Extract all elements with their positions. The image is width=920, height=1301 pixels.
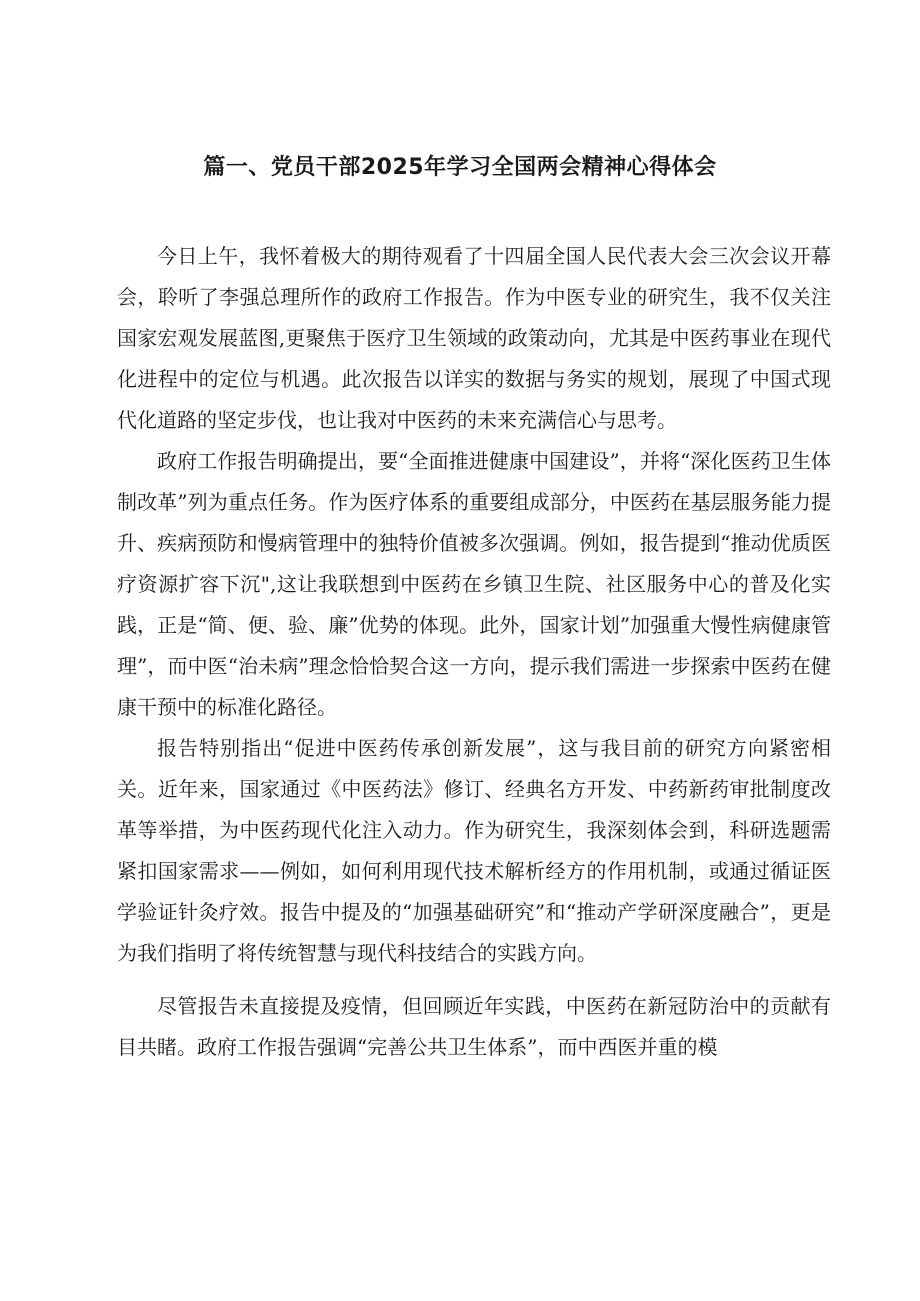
paragraph-4: 尽管报告未直接提及疫情，但回顾近年实践，中医药在新冠防治中的贡献有目共睹。政府工作报告强调“完善公共卫生体系”，而中西医并重的模 xyxy=(117,994,831,1059)
document-title: 篇一、党员干部2025年学习全国两会精神心得体会 xyxy=(203,155,717,180)
document-body xyxy=(117,236,831,1068)
paragraph-1: 今日上午，我怀着极大的期待观看了十四届全国人民代表大会三次会议开幕会，聆听了李强总理所作的政府工作报告。作为中医专业的研究生，我不仅关注国家宏观发展蓝图,更聚焦于医疗卫生领域的政策动向，尤其是中医药事业在现代化进程中的定位与机遇。此次报告以详实的数据与务实的规划，展现了中国式现代化道路的坚定步伐，也让我对中医药的未来充满信心与思考。 xyxy=(117,244,831,432)
paragraph-2: 政府工作报告明确提出，要“全面推进健康中国建设”，并将“深化医药卫生体制改革”列为重点任务。作为医疗体系的重要组成部分，中医药在基层服务能力提升、疾病预防和慢病管理中的独特价值被多次强调。例如，报告提到“推动优质医疗资源扩容下沉",这让我联想到中医药在乡镇卫生院、社区服务中心的普及化实践，正是“简、便、验、廉”优势的体现。此外，国家计划”加强重大慢性病健康管理”，而中医“治未病”理念恰恰契合这一方向，提示我们需进一步探索中医药在健康干预中的标准化路径。 xyxy=(117,449,831,719)
paragraph-3: 报告特别指出“促进中医药传承创新发展”，这与我目前的研究方向紧密相关。近年来，国家通过《中医药法》修订、经典名方开发、中药新药审批制度改革等举措，为中医药现代化注入动力。作为研究生，我深刻体会到，科研选题需紧扣国家需求——例如，如何利用现代技术解析经方的作用机制，或通过循证医学验证针灸疗效。报告中提及的“加强基础研究”和“推动产学研深度融合”，更是为我们指明了将传统智慧与现代科技结合的实践方向。 xyxy=(117,736,831,965)
